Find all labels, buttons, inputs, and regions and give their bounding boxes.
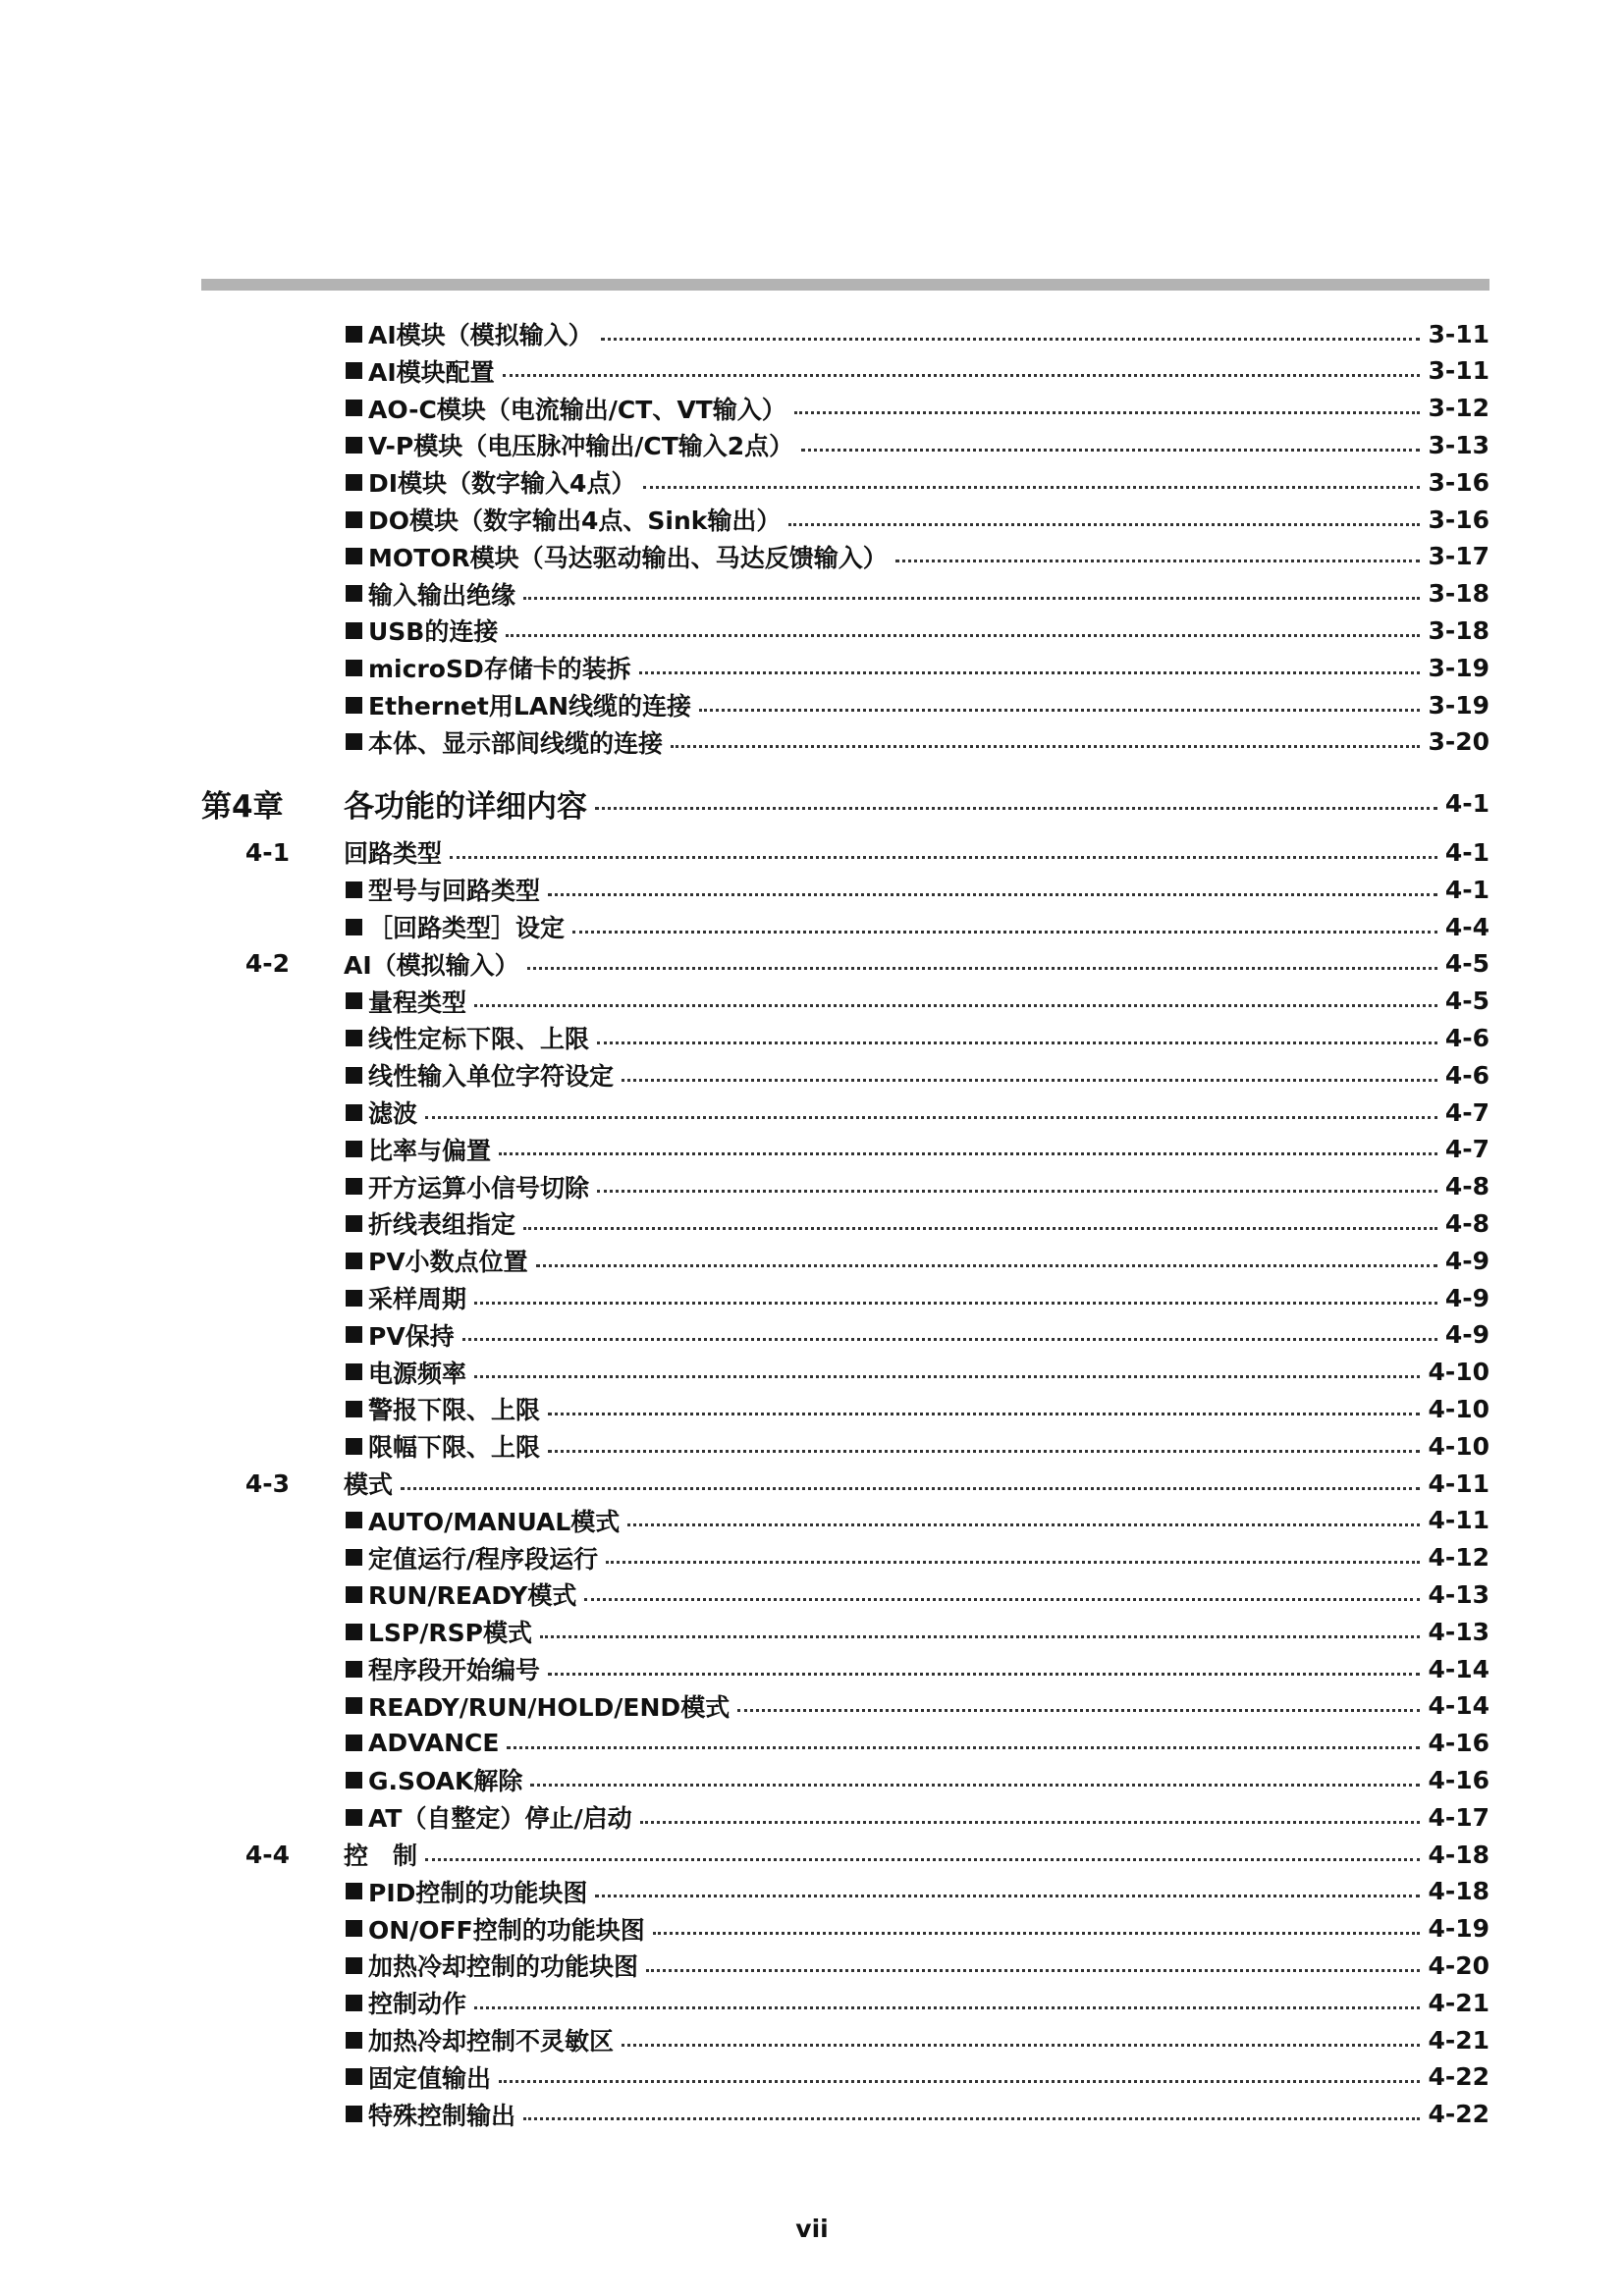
dot-leader [627,1523,1420,1526]
toc-label: 加热冷却控制的功能块图 [368,1952,639,1982]
toc-item[interactable] [0,428,1624,461]
square-bullet-icon [346,2032,362,2049]
dot-leader [499,2080,1420,2083]
toc-label: AI（模拟输入） [344,950,519,980]
toc-item[interactable] [0,1577,1624,1611]
square-bullet-icon [346,1957,362,1974]
toc-page-number: 4-13 [1428,1579,1489,1609]
toc-label: 折线表组指定 [368,1210,516,1240]
toc-label: LSP/RSP模式 [368,1619,532,1648]
toc-item[interactable] [0,1689,1624,1723]
toc-page-number: 3-16 [1428,467,1489,497]
square-bullet-icon [346,1624,362,1640]
toc-label: G.SOAK解除 [368,1767,523,1796]
toc-page-number: 3-18 [1428,615,1489,645]
toc-label: 电源频率 [368,1359,467,1388]
toc-item[interactable] [0,1392,1624,1425]
toc-item[interactable] [0,1504,1624,1537]
square-bullet-icon [346,1215,362,1232]
toc-page-number: 4-14 [1428,1691,1489,1721]
square-bullet-icon [346,919,362,935]
square-bullet-icon [346,1326,362,1343]
dot-leader [601,338,1421,341]
toc-item[interactable] [0,725,1624,759]
toc-item[interactable] [0,2060,1624,2094]
toc-page-number: 4-18 [1428,1840,1489,1869]
toc-label: 特殊控制输出 [368,2101,516,2130]
toc-item[interactable] [0,1281,1624,1314]
square-bullet-icon [346,881,362,898]
toc-item[interactable] [0,1206,1624,1240]
toc-number: 4-2 [244,949,290,979]
toc-section[interactable] [0,835,1624,869]
toc-label: 程序段开始编号 [368,1656,541,1684]
dot-leader [503,374,1421,377]
toc-item[interactable] [0,1133,1624,1166]
toc-item[interactable] [0,1912,1624,1946]
dot-leader [474,2006,1420,2009]
toc-label: 线性输入单位字符设定 [368,1062,615,1092]
square-bullet-icon [346,660,362,676]
square-bullet-icon [346,992,362,1009]
toc-item[interactable] [0,1949,1624,1982]
toc-page-number: 4-11 [1428,1506,1489,1535]
toc-label: 开方运算小信号切除 [368,1173,590,1202]
toc-page-number: 4-6 [1444,1060,1489,1090]
square-bullet-icon [346,1920,362,1937]
dot-leader [794,411,1421,414]
toc-page-number: 4-19 [1428,1914,1489,1944]
dot-leader [646,1969,1420,1972]
toc-item[interactable] [0,503,1624,536]
toc-page-number: 3-12 [1428,394,1489,423]
toc-page-number: 4-6 [1444,1023,1489,1052]
square-bullet-icon [346,1290,362,1307]
square-bullet-icon [346,511,362,528]
toc-page-number: 4-17 [1428,1802,1489,1832]
square-bullet-icon [346,1549,362,1566]
toc-label: MOTOR模块（马达驱动输出、马达反馈输入） [368,543,888,572]
toc-section[interactable] [0,1838,1624,1871]
toc-label: ADVANCE [368,1729,500,1758]
square-bullet-icon [346,548,362,564]
square-bullet-icon [346,1883,362,1899]
square-bullet-icon [346,2106,362,2122]
toc-item[interactable] [0,651,1624,684]
toc-label: AI模块配置 [368,357,495,387]
toc-label: V-P模块（电压脉冲输出/CT输入2点） [368,432,794,461]
dot-leader [474,1004,1437,1007]
toc-page-number: 4-21 [1428,1988,1489,2017]
toc-page-number: 4-9 [1444,1283,1489,1312]
toc-page-number: 4-10 [1428,1431,1489,1461]
toc-item[interactable] [0,1541,1624,1575]
toc-page-number: 4-12 [1428,1543,1489,1573]
square-bullet-icon [346,2068,362,2085]
square-bullet-icon [346,1586,362,1603]
dot-leader [699,709,1420,712]
toc-item[interactable] [0,985,1624,1018]
toc-item[interactable] [0,2098,1624,2131]
toc-page-number: 4-7 [1444,1135,1489,1164]
dot-leader [506,634,1420,637]
dot-leader [507,1746,1420,1749]
square-bullet-icon [346,474,362,491]
toc-item[interactable] [0,1615,1624,1648]
toc-item[interactable] [0,1021,1624,1054]
toc-number: 4-1 [244,837,290,867]
toc-label: PID控制的功能块图 [368,1878,588,1907]
toc-page-number: 4-18 [1428,1877,1489,1906]
toc-item[interactable] [0,1875,1624,1908]
toc-page-number: 4-7 [1444,1097,1489,1127]
toc-label: 线性定标下限、上限 [368,1025,590,1054]
square-bullet-icon [346,585,362,602]
dot-leader [788,523,1420,526]
toc-item[interactable] [0,1986,1624,2019]
toc-label: 警报下限、上限 [368,1396,541,1425]
toc-number: 4-3 [244,1468,290,1498]
toc-label: 控制动作 [368,1990,467,2019]
toc-label: AUTO/MANUAL模式 [368,1507,621,1536]
toc-label: AI模块（模拟输入） [368,321,593,349]
square-bullet-icon [346,1253,362,1269]
dot-leader [671,745,1420,748]
dot-leader [540,1635,1420,1638]
toc-item[interactable] [0,1318,1624,1352]
toc-label: 加热冷却控制不灵敏区 [368,2027,615,2056]
toc-item[interactable] [0,1058,1624,1092]
dot-leader [523,2117,1420,2120]
page-number: vii [795,2215,829,2243]
dot-leader [462,1338,1437,1341]
dot-leader [536,1264,1437,1267]
toc-page-number: 4-4 [1444,912,1489,941]
toc-item[interactable] [0,1763,1624,1796]
toc-label: PV保持 [368,1321,455,1351]
dot-leader [425,1116,1437,1119]
square-bullet-icon [346,1363,362,1380]
square-bullet-icon [346,326,362,343]
toc-item[interactable] [0,1727,1624,1760]
toc-label: 回路类型 [344,839,443,869]
square-bullet-icon [346,1735,362,1751]
toc-page-number: 4-14 [1428,1654,1489,1683]
toc-section[interactable] [0,1467,1624,1500]
square-bullet-icon [346,1809,362,1826]
square-bullet-icon [346,1104,362,1121]
toc-label: DO模块（数字输出4点、Sink输出） [368,507,782,535]
dot-leader [606,1561,1420,1564]
toc-item[interactable] [0,354,1624,388]
toc-label: 输入输出绝缘 [368,580,516,610]
toc-item[interactable] [0,1170,1624,1203]
square-bullet-icon [346,733,362,750]
dot-leader [643,486,1420,489]
toc-item[interactable] [0,577,1624,611]
toc-number: 第4章 [201,789,284,826]
toc-section[interactable] [0,947,1624,981]
toc-label: 限幅下限、上限 [368,1433,541,1463]
dot-leader [597,1041,1437,1044]
toc-label: 采样周期 [368,1285,467,1313]
toc-label: 定值运行/程序段运行 [368,1544,599,1574]
dot-leader [597,1190,1437,1193]
square-bullet-icon [346,400,362,416]
toc-item[interactable] [0,1800,1624,1834]
toc-item[interactable] [0,540,1624,573]
toc-label: 滤波 [368,1099,418,1128]
square-bullet-icon [346,697,362,714]
dot-leader [548,1413,1420,1415]
square-bullet-icon [346,1141,362,1157]
square-bullet-icon [346,1401,362,1417]
toc-page-number: 3-18 [1428,579,1489,609]
toc-label: 本体、显示部间线缆的连接 [368,728,664,758]
dot-leader [425,1858,1420,1861]
toc-page-number: 4-8 [1444,1172,1489,1201]
dot-leader [548,893,1437,896]
toc-label: 比率与偏置 [368,1136,492,1165]
toc-label: 量程类型 [368,988,467,1017]
toc-item[interactable] [0,1652,1624,1685]
dot-leader [523,1227,1437,1230]
toc-item[interactable] [0,317,1624,350]
square-bullet-icon [346,437,362,454]
toc-label: ON/OFF控制的功能块图 [368,1915,645,1945]
toc-page-number: 4-10 [1428,1394,1489,1423]
dot-leader [450,856,1437,859]
toc-label: 型号与回路类型 [368,877,541,906]
dot-leader [474,1302,1437,1305]
toc-label: 模式 [344,1470,394,1499]
square-bullet-icon [346,1697,362,1714]
toc-item[interactable] [0,1244,1624,1277]
toc-page-number: 3-16 [1428,505,1489,534]
dot-leader [640,1821,1421,1824]
toc-label: ［回路类型］设定 [368,914,566,942]
square-bullet-icon [346,622,362,639]
toc-label: Ethernet用LAN线缆的连接 [368,692,692,721]
toc-item[interactable] [0,1356,1624,1389]
toc-label: USB的连接 [368,617,499,647]
toc-page-number: 4-5 [1444,949,1489,979]
toc-label: 各功能的详细内容 [344,789,587,826]
dot-leader [895,560,1421,562]
toc-page-number: 3-20 [1428,727,1489,757]
toc-page-number: 4-9 [1444,1246,1489,1275]
toc-page-number: 3-11 [1428,356,1489,386]
toc-page-number: 4-10 [1428,1358,1489,1387]
toc-page-number: 4-1 [1444,837,1489,867]
toc-item[interactable] [0,2023,1624,2056]
dot-leader [639,671,1421,674]
toc-label: 控 制 [344,1842,418,1870]
toc-page-number: 4-16 [1428,1729,1489,1758]
dot-leader [622,1079,1437,1082]
dot-leader [527,967,1437,970]
toc-label: AO-C模块（电流输出/CT、VT输入） [368,395,786,424]
dot-leader [595,1895,1420,1897]
dot-leader [595,807,1437,810]
dot-leader [401,1487,1420,1490]
square-bullet-icon [346,1772,362,1789]
toc-page-number: 3-17 [1428,542,1489,571]
toc-page-number: 4-21 [1428,2025,1489,2055]
toc-chapter[interactable] [0,782,1624,826]
toc-page-number: 3-19 [1428,653,1489,682]
toc-page-number: 4-20 [1428,1950,1489,1980]
dot-leader [530,1784,1420,1787]
toc-page-number: 4-22 [1428,2062,1489,2092]
toc-page-number: 4-22 [1428,2100,1489,2129]
dot-leader [653,1932,1421,1935]
dot-leader [737,1709,1420,1712]
toc-item[interactable] [0,688,1624,721]
toc-label: 固定值输出 [368,2063,492,2093]
toc-page-number: 4-16 [1428,1765,1489,1794]
toc-page-number: 4-8 [1444,1208,1489,1238]
toc-label: microSD存储卡的装拆 [368,655,631,684]
square-bullet-icon [346,1661,362,1678]
dot-leader [572,931,1437,934]
toc-page-number: 4-13 [1428,1617,1489,1646]
toc-page-number: 4-1 [1444,875,1489,904]
toc-item[interactable] [0,392,1624,425]
toc-item[interactable] [0,465,1624,499]
toc-item[interactable] [0,1429,1624,1463]
square-bullet-icon [346,1512,362,1528]
square-bullet-icon [346,1178,362,1195]
toc-page-number: 4-1 [1444,789,1489,819]
dot-leader [548,1450,1420,1453]
square-bullet-icon [346,1067,362,1084]
dot-leader [523,597,1420,600]
toc-page-number: 3-11 [1428,319,1489,348]
toc-item[interactable] [0,1095,1624,1129]
dot-leader [548,1673,1420,1676]
toc-page-number: 4-11 [1428,1468,1489,1498]
square-bullet-icon [346,1030,362,1046]
toc-item[interactable] [0,910,1624,943]
dot-leader [499,1152,1437,1155]
square-bullet-icon [346,1995,362,2011]
toc-label: DI模块（数字输入4点） [368,469,636,499]
toc-page-number: 4-5 [1444,987,1489,1016]
toc-label: READY/RUN/HOLD/END模式 [368,1692,731,1722]
toc-number: 4-4 [244,1840,290,1869]
square-bullet-icon [346,362,362,379]
toc-label: RUN/READY模式 [368,1581,577,1611]
toc-label: AT（自整定）停止/启动 [368,1804,632,1834]
toc-label: PV小数点位置 [368,1248,528,1277]
dot-leader [801,449,1420,452]
toc-page-number: 3-19 [1428,690,1489,720]
dot-leader [584,1598,1420,1601]
square-bullet-icon [346,1438,362,1455]
toc-page-number: 3-13 [1428,430,1489,459]
toc-item[interactable] [0,614,1624,647]
toc-page-number: 4-9 [1444,1320,1489,1350]
toc-item[interactable] [0,873,1624,906]
dot-leader [474,1375,1420,1378]
dot-leader [622,2044,1420,2047]
